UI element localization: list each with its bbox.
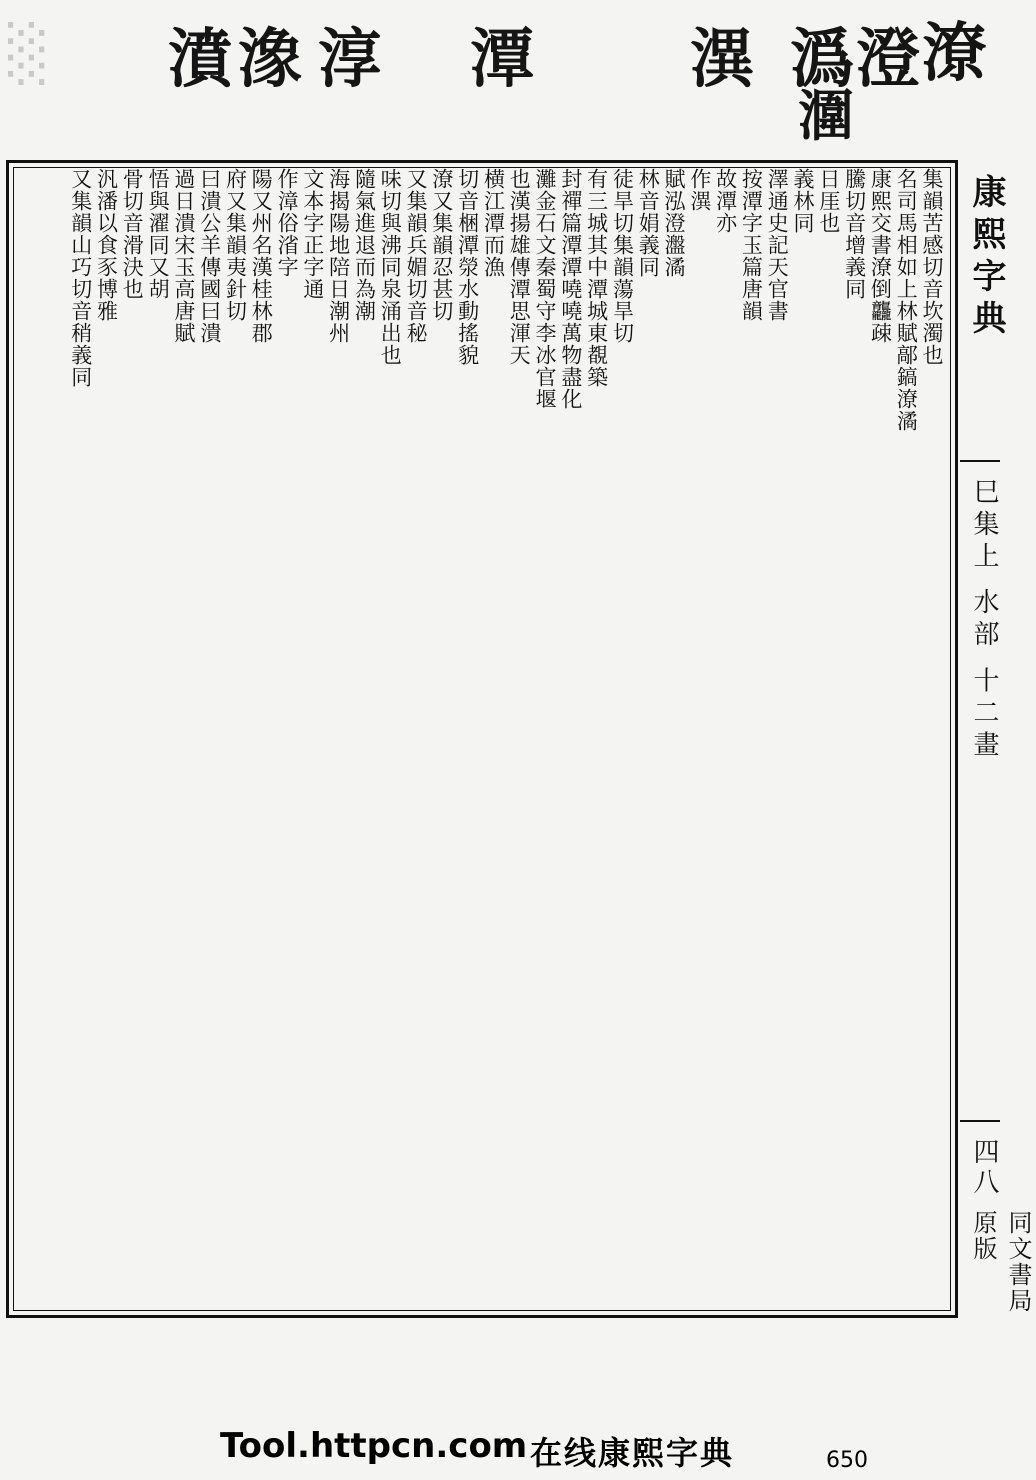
text-column: 灘金石文秦蜀守李冰官堰 [533, 168, 558, 410]
margin-strip [960, 160, 1032, 1318]
seal-glyph-5: 潩 [690, 22, 754, 97]
text-column: 義林同 [791, 168, 816, 234]
site-link[interactable]: Tool.httpcn.com [220, 1426, 528, 1466]
text-column: 潦又集韻忍甚切 [429, 168, 454, 322]
text-column: 過日潰宋玉高唐賦 [171, 168, 196, 344]
seal-glyph-3: 淳 [318, 22, 382, 97]
dictionary-body [14, 168, 944, 1310]
seal-glyph-6: 潙 [790, 22, 854, 97]
text-column: 澤通史記天官書 [765, 168, 790, 322]
footer [0, 1420, 1000, 1480]
text-column: 名司馬相如上林賦鄗鎬潦潏 [894, 168, 919, 432]
margin-rule-top [960, 460, 1000, 462]
text-column: 有三城其中潭城東覩築 [584, 168, 609, 388]
text-column: 府又集韻夷針切 [223, 168, 248, 322]
seal-glyph-8: 潦 [922, 16, 986, 91]
page-number: 650 [826, 1448, 868, 1473]
text-column: 悟與濯同又胡 [146, 168, 171, 300]
text-column: 作潩 [687, 168, 712, 212]
text-column: 又集韻山巧切音稍義同 [68, 168, 93, 388]
seal-script-header [150, 16, 986, 149]
seal-glyph-4: 潭 [470, 22, 534, 97]
text-column: 林音娟義同 [636, 168, 661, 278]
text-column: 又集韻兵媚切音秘 [404, 168, 429, 344]
text-column: 故潭亦 [713, 168, 738, 234]
seal-glyph-9: 潿 [798, 83, 854, 149]
text-column: 日厓也 [816, 168, 841, 234]
text-column: 按潭字玉篇唐韻 [739, 168, 764, 322]
text-column: 賦泓澄瀊潏 [662, 168, 687, 278]
publisher-label: 同文書局原版 [969, 1210, 1032, 1314]
text-column: 切音梱潭滎水動搖貌 [455, 168, 480, 366]
text-column: 康熙交書潦倒龘疎 [868, 168, 893, 344]
seal-glyph-1: 濆 [168, 22, 232, 97]
text-column: 海揭陽地陪日潮州 [326, 168, 351, 344]
seal-glyph-2: 潒 [238, 22, 302, 97]
book-title: 康熙字典 [966, 174, 1006, 342]
text-column: 汎潘以食豕博雅 [94, 168, 119, 322]
seal-glyph-7: 澄 [856, 22, 920, 97]
margin-rule-bottom [960, 1120, 1000, 1122]
text-column: 騰切音增義同 [842, 168, 867, 300]
text-column: 隨氣進退而為潮 [352, 168, 377, 322]
site-label: 在线康熙字典 [530, 1434, 735, 1472]
text-column: 作漳俗渻字 [275, 168, 300, 278]
text-column: 也漢揚雄傳潭思渾天 [507, 168, 532, 366]
text-column: 陽又州名漢桂林郡 [249, 168, 274, 344]
text-column: 骨切音滑決也 [120, 168, 145, 300]
text-column: 横江潭而漁 [481, 168, 506, 278]
section-label: 巳集上 水部 十二畫 [969, 478, 999, 763]
sheet-number: 四八 [969, 1138, 999, 1198]
text-column: 文本字正字通 [300, 168, 325, 300]
text-column: 封禪篇潭潭嘵嘵萬物盡化 [558, 168, 583, 410]
text-column: 集韻苦感切音坎濁也 [920, 168, 944, 366]
text-column: 曰潰公羊傳國曰潰 [197, 168, 222, 344]
text-column: 徒旱切集韻蕩旱切 [610, 168, 635, 344]
text-column: 味切與沸同泉涌出也 [378, 168, 403, 366]
